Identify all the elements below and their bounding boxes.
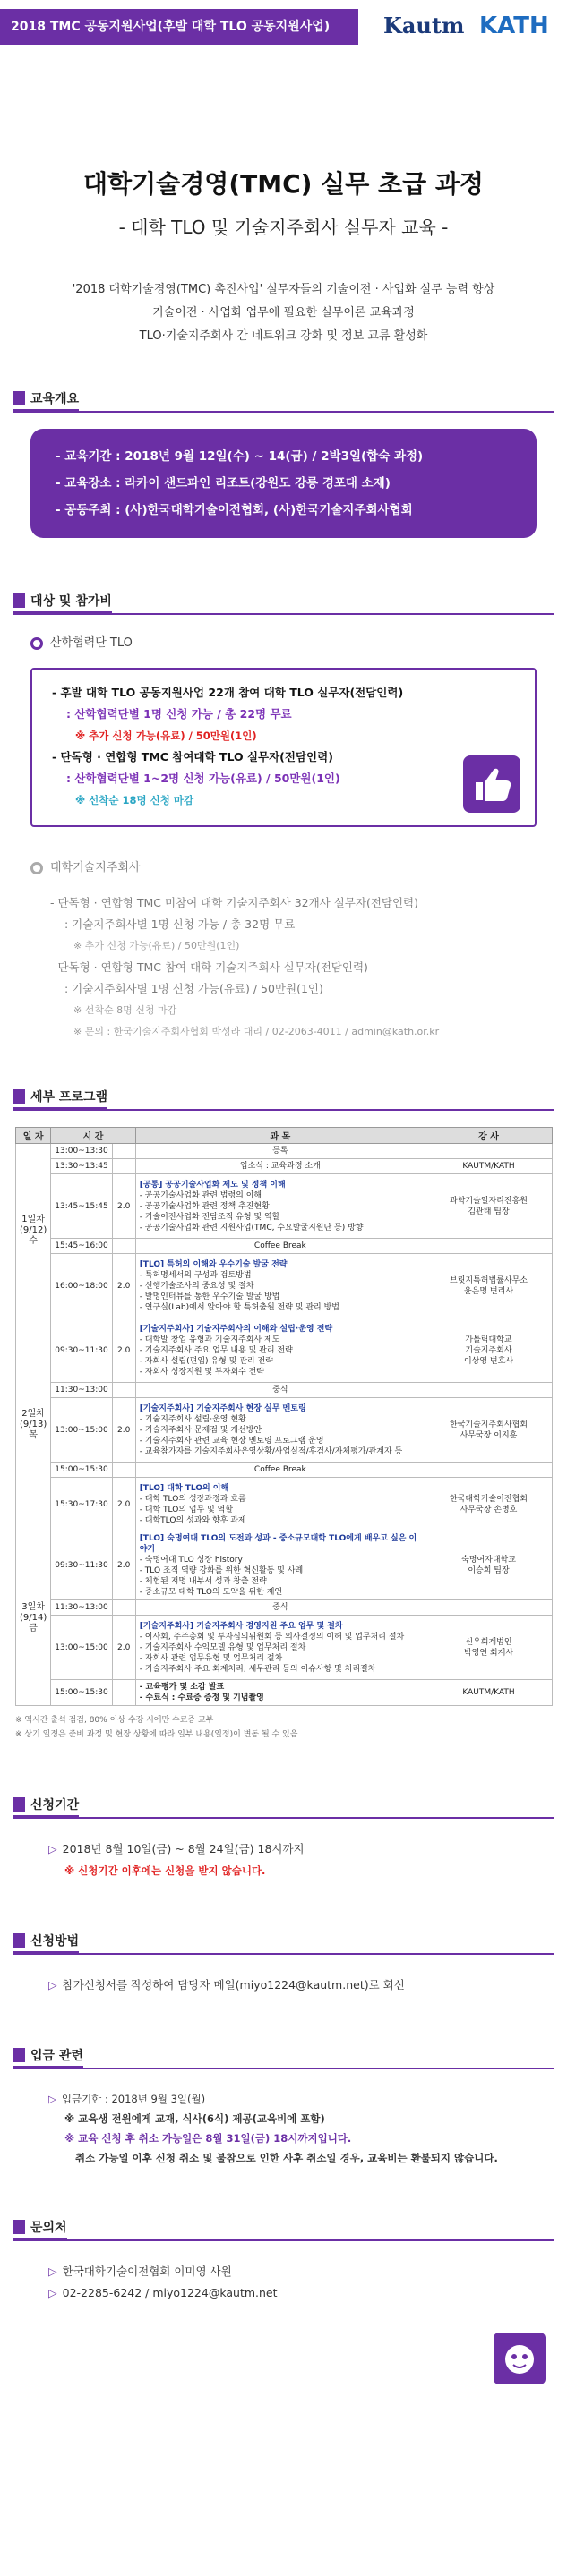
table-row (16, 1463, 553, 1478)
tlo-line-5: : 산학협력단별 1~2명 신청 가능(유료) / 50만원(1인) (66, 772, 340, 785)
table-row (16, 1680, 553, 1706)
table-row (16, 1531, 553, 1600)
speaker-cell (425, 1383, 553, 1398)
kath-logo: KATH (479, 13, 549, 39)
payment-cancel-note: ※ 교육 신청 후 취소 가능일은 8월 31일(금) 18시까지입니다. (64, 2132, 352, 2145)
hours-cell: 2.0 (112, 1174, 135, 1239)
session-bullet: - 대학발 창업 유형과 기술지주회사 제도 (139, 1335, 280, 1344)
tlo-line-1: - 후발 대학 TLO 공동지원사업 22개 참여 대학 TLO 실무자(전담인력) (52, 686, 404, 699)
square-bullet-icon (13, 1797, 25, 1812)
tlo-line-6: ※ 선착순 18명 신청 마감 (75, 794, 194, 806)
time-cell: 15:00~15:30 (51, 1463, 112, 1478)
session-bullet: - 숙명여대 TLO 성장 history (139, 1556, 243, 1565)
table-row (16, 1318, 553, 1383)
holding-line-5: : 기술지주회사별 1명 신청 가능(유료) / 50만원(1인) (64, 982, 323, 995)
intro-text (0, 278, 567, 348)
subject-cell (135, 1531, 425, 1600)
holding-contact: ※ 문의 : 한국기술지주회사협회 박성라 대리 / 02-2063-4011 / admin@kath.or.kr (73, 1026, 440, 1037)
apply-period-section (0, 1796, 567, 1881)
day-1-cell: 1일차 (9/12) 수 (16, 1144, 51, 1318)
session-bullet: - 자회사 관련 업무유형 및 업무처리 절차 (139, 1653, 283, 1663)
top-header (0, 0, 567, 66)
table-row (16, 1144, 553, 1159)
session-bullet: - 기술지주회사 수익모델 유형 및 업무처리 절차 (139, 1642, 306, 1652)
holding-line-2: : 기술지주회사별 1명 신청 가능 / 총 32명 무료 (64, 917, 296, 931)
time-cell: 15:00~15:30 (51, 1680, 112, 1706)
square-bullet-icon (13, 1933, 25, 1948)
subject-cell (135, 1318, 425, 1383)
table-row (16, 1398, 553, 1463)
speaker-cell: 브릿지특허법률사무소 윤은명 변리사 (425, 1254, 553, 1318)
page-subtitle: - 대학 TLO 및 기술지주회사 실무자 교육 - (118, 217, 449, 238)
program-notes (15, 1713, 567, 1742)
subject-cell (135, 1398, 425, 1463)
group-tlo-title: 산학협력단 TLO (30, 633, 537, 650)
session-bullet: - 발명인터뷰를 통한 우수기술 발굴 방법 (139, 1292, 280, 1301)
day-3-cell: 3일차 (9/14) 금 (16, 1531, 51, 1706)
subject-cell (135, 1680, 425, 1706)
overview-section (0, 389, 567, 538)
table-row (16, 1478, 553, 1531)
speaker-cell: 과학기술일자리진흥원 김관태 팀장 (425, 1174, 553, 1239)
tlo-line-2: : 산학협력단별 1명 신청 가능 / 총 22명 무료 (66, 707, 292, 721)
session-title: [TLO] 숙명여대 TLO의 도전과 성과 - 중소규모대학 TLO에게 배우고 싶은 이야기 (139, 1534, 417, 1554)
triangle-right-icon: ▷ (48, 2093, 56, 2105)
triangle-right-icon: ▷ (48, 1842, 57, 1855)
hours-cell: 2.0 (112, 1318, 135, 1383)
table-row (16, 1159, 553, 1174)
subject-cell: 중식 (135, 1600, 425, 1616)
apply-method-heading: 신청방법 (13, 1932, 79, 1953)
contact-section (0, 2218, 567, 2411)
time-cell: 09:30~11:30 (51, 1531, 112, 1600)
time-cell: 13:00~15:00 (51, 1616, 112, 1680)
session-bullet: - 기술지주회사 주요 회계처리, 세무관리 등의 이슈사항 및 처리절차 (139, 1664, 376, 1674)
hours-cell (112, 1680, 135, 1706)
contact-info: 02-2285-6242 / miyo1224@kautm.net (62, 2286, 278, 2299)
time-cell: 11:30~13:00 (51, 1600, 112, 1616)
subject-cell (135, 1616, 425, 1680)
holding-line-4: - 단독형 · 연합형 TMC 참여 대학 기술지주회사 실무자(전담인력) (50, 960, 368, 974)
payment-note: ※ 교육생 전원에게 교재, 식사(6식) 제공(교육비에 포함) (64, 2112, 325, 2125)
payment-content (0, 2089, 567, 2168)
hours-cell (112, 1144, 135, 1159)
speaker-cell (425, 1600, 553, 1616)
divider (13, 1817, 554, 1819)
session-bullet: - 대학 TLO의 성장과정과 흐름 (139, 1494, 246, 1504)
square-bullet-icon (13, 593, 25, 608)
subject-cell: 입소식 : 교육과정 소개 (135, 1159, 425, 1174)
intro-line-1: '2018 대학기술경영(TMC) 촉진사업' 실무자들의 기술이전 · 사업화 실무 능력 향상 (72, 283, 495, 296)
target-content (0, 633, 567, 1043)
session-bullet: - 교육평가 및 소감 발표 (139, 1683, 225, 1692)
session-bullet: - 기술지주회사 주요 업무 내용 및 관리 전략 (139, 1345, 293, 1355)
payment-deadline: 입금기한 : 2018년 9월 3일(월) (61, 2093, 206, 2105)
time-cell: 13:45~15:45 (51, 1174, 112, 1239)
time-cell: 16:00~18:00 (51, 1254, 112, 1318)
circle-bullet-icon (30, 637, 43, 650)
session-title: [TLO] 특허의 이해와 우수기술 발굴 전략 (139, 1259, 288, 1269)
hours-cell: 2.0 (112, 1398, 135, 1463)
col-date: 일 자 (16, 1128, 51, 1144)
tlo-line-4: - 단독형 · 연합형 TMC 참여대학 TLO 실무자(전담인력) (52, 750, 333, 763)
apply-period-content (0, 1838, 567, 1881)
holding-list (30, 892, 537, 1043)
session-bullet: - 교육참가자를 기술지주회사운영상황/사업실적/후검사/자체평가/관계자 등 (139, 1446, 403, 1456)
triangle-right-icon: ▷ (48, 2265, 57, 2278)
session-bullet: - 수료식 : 수료증 증정 및 기념촬영 (139, 1693, 264, 1702)
session-bullet: - 대학 TLO의 업무 및 역할 (139, 1505, 234, 1514)
holding-line-6: ※ 선착순 8명 신청 마감 (73, 1004, 177, 1016)
table-row (16, 1600, 553, 1616)
payment-heading: 입금 관련 (13, 2046, 83, 2068)
subject-cell (135, 1254, 425, 1318)
hours-cell: 2.0 (112, 1478, 135, 1531)
intro-line-3: TLO·기술지주회사 간 네트워크 강화 및 정보 교류 활성화 (139, 329, 428, 343)
session-bullet: - TLO 조직 역량 강화를 위한 혁신활동 및 사례 (139, 1566, 304, 1575)
square-bullet-icon (13, 1089, 25, 1104)
kautm-logo: Kautm (383, 13, 465, 38)
speaker-cell: KAUTM/KATH (425, 1680, 553, 1706)
divider (13, 411, 554, 413)
program-heading: 세부 프로그램 (13, 1088, 107, 1109)
overview-period: - 교육기간 : 2018년 9월 12일(수) ~ 14(금) / 2박3일(합숙 과정) (56, 449, 424, 464)
session-bullet: - 공공기술사업화 관련 지원사업(TMC, 수요발굴지원단 등) 방향 (139, 1223, 364, 1233)
speaker-cell (425, 1144, 553, 1159)
apply-method-section (0, 1932, 567, 1996)
session-bullet: - 대학TLO의 성과와 향후 과제 (139, 1515, 246, 1525)
session-title: [기술지주회사] 기술지주회사 경영지원 주요 업무 및 절차 (139, 1621, 343, 1631)
group-holding-title: 대학기술지주회사 (30, 857, 537, 874)
overview-venue: - 교육장소 : 라카이 샌드파인 리조트(강원도 강릉 경포대 소재) (56, 476, 391, 490)
time-cell: 13:00~15:00 (51, 1398, 112, 1463)
subject-cell (135, 1174, 425, 1239)
apply-period-text: 2018년 8월 10일(금) ~ 8월 24일(금) 18시까지 (62, 1842, 305, 1855)
triangle-right-icon: ▷ (48, 2286, 57, 2299)
payment-section (0, 2046, 567, 2168)
divider (13, 2068, 554, 2069)
apply-method-content (0, 1975, 567, 1996)
contact-person: 한국대학기술이전협회 이미영 사원 (62, 2265, 232, 2278)
target-heading: 대상 및 참가비 (13, 592, 112, 613)
table-row (16, 1254, 553, 1318)
col-time: 시 간 (51, 1128, 135, 1144)
speaker-cell: 가톨릭대학교 기술지주회사 이상영 변호사 (425, 1318, 553, 1383)
col-subject: 과 목 (135, 1128, 425, 1144)
square-bullet-icon (13, 2048, 25, 2062)
hours-cell: 2.0 (112, 1531, 135, 1600)
speaker-cell: KAUTM/KATH (425, 1159, 553, 1174)
table-row (16, 1383, 553, 1398)
session-bullet: - 연구실(Lab)에서 알아야 할 특허출원 전략 및 관리 방법 (139, 1302, 339, 1312)
program-section (0, 1088, 567, 1742)
time-cell: 15:45~16:00 (51, 1239, 112, 1254)
holding-line-3: ※ 추가 신청 가능(유료) / 50만원(1인) (73, 940, 240, 951)
subject-cell: 중식 (135, 1383, 425, 1398)
program-table (15, 1127, 553, 1706)
speaker-cell (425, 1239, 553, 1254)
session-bullet: - 기술지주회사 설립·운영 현황 (139, 1414, 246, 1424)
subject-cell (135, 1478, 425, 1531)
hours-cell: 2.0 (112, 1616, 135, 1680)
session-bullet: - 중소규모 대학 TLO의 도약을 위한 제언 (139, 1588, 283, 1597)
col-speaker: 강 사 (425, 1128, 553, 1144)
session-bullet: - 선행기술조사의 중요성 및 절차 (139, 1281, 254, 1291)
hours-cell (112, 1159, 135, 1174)
hours-cell: 2.0 (112, 1254, 135, 1318)
tlo-line-3: ※ 추가 신청 가능(유료) / 50만원(1인) (75, 729, 257, 742)
day-2-cell: 2일차 (9/13) 목 (16, 1318, 51, 1531)
tlo-box (30, 668, 537, 827)
overview-hosts: - 공동주최 : (사)한국대학기술이전협회, (사)한국기술지주회사협회 (56, 503, 413, 517)
table-header-row (16, 1128, 553, 1144)
divider (13, 2239, 554, 2241)
program-note: ※ 역시간 출석 점검, 80% 이상 수강 시에만 수료증 교부 (15, 1716, 214, 1725)
session-bullet: - 이사회, 주주총회 및 투자심의위원회 등 의사결정의 이해 및 업무처리 절차 (139, 1632, 405, 1642)
table-row (16, 1239, 553, 1254)
holding-line-1: - 단독형 · 연합형 TMC 미참여 대학 기술지주회사 32개사 실무자(전담인력) (50, 896, 419, 909)
hours-cell (112, 1239, 135, 1254)
time-cell: 11:30~13:00 (51, 1383, 112, 1398)
session-bullet: - 체험된 저명 내부서 성과 창출 전략 (139, 1577, 267, 1586)
table-row (16, 1616, 553, 1680)
session-bullet: - 특허명세서의 구성과 검토방법 (139, 1270, 252, 1280)
subject-cell: Coffee Break (135, 1239, 425, 1254)
session-title: [기술지주회사] 기술지주회사의 이해와 설립·운영 전략 (139, 1324, 333, 1334)
speaker-cell: 한국기술지주회사협회 사무국장 이지훈 (425, 1398, 553, 1463)
subject-cell: Coffee Break (135, 1463, 425, 1478)
session-title: [기술지주회사] 기술지주회사 현장 실무 멘토링 (139, 1403, 306, 1413)
time-cell: 15:30~17:30 (51, 1478, 112, 1531)
table-row (16, 1174, 553, 1239)
speaker-cell: 신우회계법인 박영연 회계사 (425, 1616, 553, 1680)
circle-bullet-icon (30, 862, 43, 874)
target-section (0, 592, 567, 1043)
session-bullet: - 자회사 설립(편입) 유형 및 관리 전략 (139, 1356, 273, 1366)
session-bullet: - 기술지주회사 문제점 및 개선방안 (139, 1425, 262, 1435)
session-title: [TLO] 대학 TLO의 이해 (139, 1483, 229, 1493)
session-bullet: - 공공기술사업화 관련 정책 추진현황 (139, 1201, 270, 1211)
session-bullet: - 기술이전사업화 전담조직 유형 및 역할 (139, 1212, 280, 1222)
page-title: 대학기술경영(TMC) 실무 초급 과정 (83, 169, 484, 199)
time-cell: 13:00~13:30 (51, 1144, 112, 1159)
apply-period-note: ※ 신청기간 이후에는 신청을 받지 않습니다. (64, 1864, 266, 1877)
time-cell: 13:30~13:45 (51, 1159, 112, 1174)
divider (13, 613, 554, 615)
square-bullet-icon (13, 391, 25, 405)
divider (13, 1109, 554, 1111)
title-block (0, 66, 567, 239)
payment-refund-note: 취소 가능일 이후 신청 취소 및 불참으로 인한 사후 취소일 경우, 교육비는 환불되지 않습니다. (75, 2152, 498, 2164)
thumbs-up-icon (463, 755, 520, 813)
session-bullet: - 기술지주회사 관련 교육 현장 멘토링 프로그램 운영 (139, 1436, 324, 1446)
hours-cell (112, 1600, 135, 1616)
overview-box (30, 429, 537, 538)
speaker-cell (425, 1463, 553, 1478)
intro-line-2: 기술이전 · 사업화 업무에 필요한 실무이론 교육과정 (152, 306, 415, 320)
hours-cell (112, 1463, 135, 1478)
square-bullet-icon (13, 2220, 25, 2234)
session-bullet: - 공공기술사업화 관련 법령의 이해 (139, 1190, 262, 1200)
speaker-cell: 숙명여자대학교 이승희 팀장 (425, 1531, 553, 1600)
program-ribbon: 2018 TMC 공동지원사업(후발 대학 TLO 공동지원사업) (0, 9, 358, 45)
session-title: [공통] 공공기술사업화 제도 및 정책 이해 (139, 1180, 286, 1190)
subject-cell: 등록 (135, 1144, 425, 1159)
time-cell: 09:30~11:30 (51, 1318, 112, 1383)
hours-cell (112, 1383, 135, 1398)
divider (13, 1953, 554, 1955)
mascot-icon (494, 2333, 546, 2384)
contact-heading: 문의처 (13, 2218, 67, 2239)
session-bullet: - 자회사 성장지원 및 투자회수 전략 (139, 1367, 264, 1377)
overview-heading: 교육개요 (13, 389, 79, 411)
apply-method-text: 참가신청서를 작성하여 담당자 메일(miyo1224@kautm.net)로 회신 (62, 1978, 405, 1992)
contact-content (0, 2261, 567, 2304)
apply-period-heading: 신청기간 (13, 1796, 79, 1817)
speaker-cell: 한국대학기술이전협회 사무국장 손병호 (425, 1478, 553, 1531)
triangle-right-icon: ▷ (48, 1978, 57, 1992)
program-note: ※ 상기 일정은 준비 과정 및 현장 상황에 따라 일부 내용(일정)이 변동 될 수 있음 (15, 1730, 298, 1739)
